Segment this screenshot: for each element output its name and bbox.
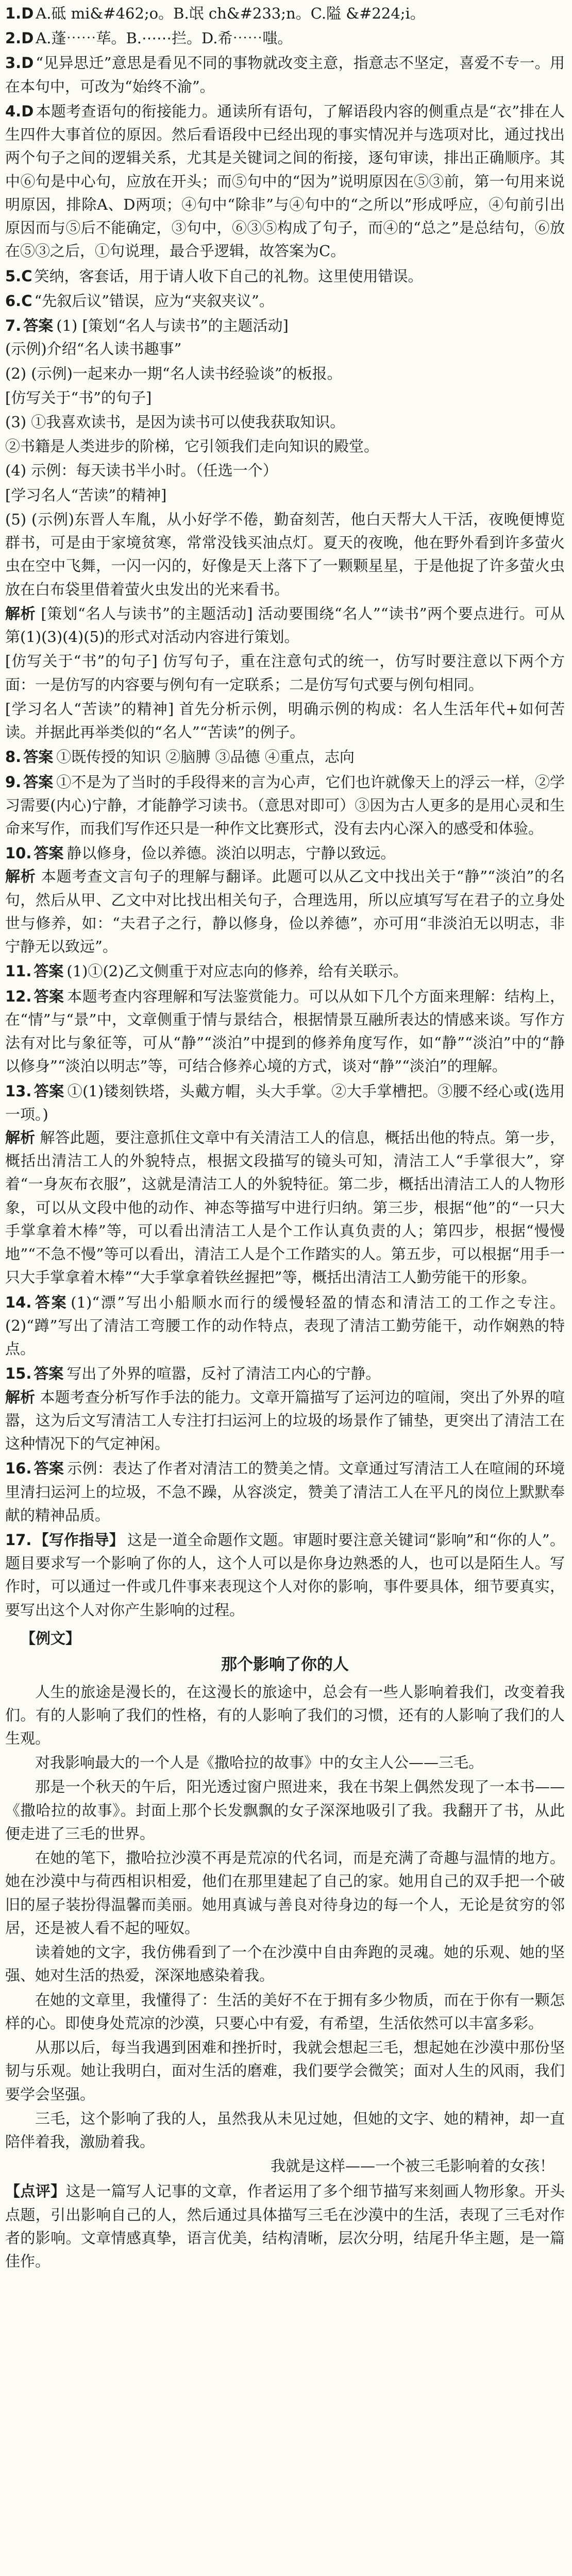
example-paragraph: 从那以后，每当我遇到困难和挫折时，我就会想起三毛，想起她在沙漠中那份坚韧与乐观。她让我明白，面对生活的磨难，我们要学会微笑；面对人生的风雨，我们要学会坚强。 (5, 2039, 565, 2103)
answer-text: (1)①(2)乙文侧重于对应志向的修养，给有关联示。 (66, 962, 408, 980)
comment-text: 这是一篇写人记事的文章，作者运用了多个细节描写来刻画人物形象。开头点题，引出影响自己的人，然后通过具体描写三毛在沙漠中的生活，表现了三毛对作者的影响。文章情感真挚，语言优美，结构清晰，层次分明，结尾升华主题，是一篇佳作。 (5, 2182, 565, 2270)
answer-line: (示例)介绍“名人读书趣事” (5, 340, 182, 358)
example-comment (5, 2180, 565, 2273)
example-paragraph: 读着她的文字，我仿佛看到了一个在沙漠中自由奔跑的灵魂。她的乐观、她的坚强、她对生活的热爱，深深地感染着我。 (5, 1943, 565, 1985)
analysis-text: [策划“名人与读书”的主题活动] 活动要围绕“名人”“读书”两个要点进行。可从第(1)(3)(4)(5)的形式对活动内容进行策划。 (5, 604, 565, 646)
answer-tag: 答案 (33, 844, 64, 862)
answer-10 (5, 842, 565, 958)
answer-line: (4) 示例：每天读书半小时。（任选一个） (5, 462, 278, 480)
answer-number: 16. (5, 1460, 32, 1478)
answer-tag: 答案 (23, 317, 54, 335)
answer-number: 4.D (5, 102, 34, 120)
answer-7 (5, 314, 565, 744)
analysis-text: 解答此题，要注意抓住文章中有关清洁工人的信息，概括出他的特点。第一步，概括出清洁工人的外貌特点，根据文段描写的镜头可知，清洁工人“手掌很大”，穿着“一身灰布衣服”，这就是清洁工人的外貌特征。第二步，概括出清洁工人的人物形象，可以从文段中他的动作、神态等描写中进行归纳。第三步，根据“他”的“一只大手掌拿着木棒”等，可以看出清洁工人是个工作认真负责的人；第四步，根据“慢慢地”“不急不慢”等可以看出，清洁工人是个工作踏实的人。第五步，可以根据“用手一只大手掌拿着木棒”“大手掌拿着铁丝握把”等，概括出清洁工人勤劳能干的形象。 (5, 1129, 565, 1286)
answer-number: 6.C (5, 292, 32, 310)
answer-number: 5.C (5, 267, 32, 285)
answer-text: 笑纳，客套话，用于请人收下自己的礼物。这里使用错误。 (34, 267, 423, 285)
example-paragraph: 三毛，这个影响了我的人，虽然我从未见过她，但她的文字、她的精神，却一直陪伴着我，激励着我。 (5, 2109, 565, 2150)
answer-6 (5, 290, 565, 313)
answer-line: (1) [策划“名人与读书”的主题活动] (56, 317, 289, 335)
writing-guide-tag: 【写作指导】 (33, 1531, 124, 1549)
answer-tag: 答案 (33, 962, 64, 980)
answer-number: 13. (5, 1082, 32, 1100)
answer-tag: 答案 (33, 1293, 68, 1311)
answer-text: “见异思迁”意思是看见不同的事物就改变主意，指意志不坚定，喜爱不专一。用在本句中，可改为“始终不渝”。 (5, 54, 565, 95)
analysis-label: 解析 (5, 868, 36, 886)
answer-number: 10. (5, 844, 32, 862)
answer-text: “先叙后议”错误，应为“夹叙夹议”。 (34, 292, 274, 310)
answer-text: 示例：表达了作者对清洁工的赞美之情。文章通过写清洁工人在喧闹的环境里清扫运河上的垃圾，不急不躁，从容淡定，赞美了清洁工人在平凡的岗位上默默奉献的精神品质。 (5, 1460, 565, 1524)
analysis-text: 本题考查分析写作手法的能力。文章开篇描写了运河边的喧闹，突出了外界的喧嚣，这为后文写清洁工人专注打扫运河上的垃圾的场景作了铺垫，更突出了清洁工在这种情况下的气定神闲。 (5, 1388, 565, 1453)
answer-17 (5, 1529, 565, 1622)
example-paragraph: 对我影响最大的一个人是《撒哈拉的故事》中的女主人公——三毛。 (35, 1754, 484, 1772)
example-label: 【例文】 (21, 1629, 81, 1647)
answer-number: 15. (5, 1365, 32, 1383)
answer-text: ①既传授的知识 ②脑膊 ③品德 ④重点，志向 (56, 748, 355, 766)
answer-line: (3) ①我喜欢读书，是因为读书可以使我获取知识。 (5, 413, 345, 431)
answer-number: 3.D (5, 54, 34, 72)
example-closing-line: 我就是这样——一个被三毛影响着的女孩！ (270, 2157, 554, 2175)
answer-11 (5, 960, 565, 983)
analysis-text: 本题考查文言句子的理解与翻译。此题可以从乙文中找出关于“静”“淡泊”的名句，然后从甲、乙文中对比找出相关句子，合理选用，所以应填写写在君子的立身处世与修养，如：“夫君子之行，静以修身，俭以养德”，亦可用“非淡泊无以明志，非宁静无以致远”。 (5, 868, 565, 956)
answer-tag: 答案 (33, 1082, 64, 1100)
analysis-label: 解析 (5, 1129, 36, 1147)
answer-number: 1.D (5, 5, 34, 22)
answer-number: 14. (5, 1293, 32, 1311)
answer-14 (5, 1291, 565, 1361)
answer-text: 静以修身，俭以养德。淡泊以明志，宁静以致远。 (66, 844, 396, 862)
answer-text: 本题考查内容理解和写法鉴赏能力。可以从如下几个方面来理解：结构上，在“情”与“景”中，文章侧重于情与景结合，根据情景互融所表达的情感来谈。写作方法有对比与象征等，可从“静”“淡泊”中提到的修养角度写作，如“静”“淡泊”中的“静以修身”“淡泊以明志”等，可结合修养心境的方式，谈对“静”“淡泊”的理解。 (5, 987, 565, 1075)
answer-tag: 答案 (33, 1460, 64, 1478)
answer-3 (5, 52, 565, 98)
answer-5 (5, 265, 565, 288)
analysis-label: 解析 (5, 1388, 36, 1406)
example-paragraph: 在她的笔下，撒哈拉沙漠不再是荒凉的代名词，而是充满了奇趣与温情的地方。她在沙漠中与荷西相识相爱，他们在那里建起了自己的家。她用自己的双手把一个破旧的屋子装扮得温馨而美丽。她用真诚与善良对待身边的每一个人，无论是贫穷的邻居，还是被人看不起的哑奴。 (5, 1849, 565, 1937)
answer-15 (5, 1362, 565, 1455)
answer-number: 17. (5, 1531, 32, 1549)
answer-tag: 答案 (23, 748, 54, 766)
answer-text: ①不是为了当时的手段得来的言为心声，它们也许就像天上的浮云一样，②学习需要(内心)宁静，才能静学习读书。（意思对即可）③因为古人更多的是用心灵和生命来写作，而我们写作还只是一种作文比赛形式，没有去内心深入的感受和体验。 (5, 773, 565, 837)
answer-tag: 答案 (33, 987, 64, 1005)
analysis-text: [仿写关于“书”的句子] 仿写句子，重在注意句式的统一，仿写时要注意以下两个方面：一是仿写的内容要与例句有一定联系；二是仿写句式要与例句相同。 (5, 652, 565, 693)
answer-text: A.砥 mi&#462;o。B.氓 ch&#233;n。C.隘 &#224;i。 (36, 5, 425, 22)
example-paragraph: 那是一个秋天的午后，阳光透过窗户照进来，我在书架上偶然发现了一本书——《撒哈拉的故事》。封面上那个长发飘飘的女子深深地吸引了我。我翻开了书，从此便走进了三毛的世界。 (5, 1778, 565, 1842)
example-paragraph: 在她的文章里，我懂得了：生活的美好不在于拥有多少物质，而在于你有一颗怎样的心。即使身处荒凉的沙漠，只要心中有爱，有希望，生活依然可以丰富多彩。 (5, 1991, 565, 2032)
analysis-text: [学习名人“苦读”的精神] 首先分析示例，明确示例的构成：名人生活年代+如何苦读。并据此再举类似的“名人”“苦读”的例子。 (5, 700, 565, 741)
answer-13 (5, 1080, 565, 1290)
answer-9 (5, 771, 565, 841)
example-paragraph: 人生的旅途是漫长的，在这漫长的旅途中，总会有一些人影响着我们，改变着我们。有的人影响了我们的性格，有的人影响了我们的习惯，还有的人影响了我们的人生观。 (5, 1683, 565, 1747)
answer-number: 7. (5, 317, 22, 335)
answer-16 (5, 1457, 565, 1527)
answer-number: 9. (5, 773, 22, 791)
example-essay (5, 1627, 565, 2273)
answer-line: [学习名人“苦读”的精神] (5, 486, 167, 504)
answer-number: 8. (5, 748, 22, 766)
answer-line: (5) (示例)东晋人车胤，从小好学不倦，勤奋刻苦，他白天帮大人干活，夜晚便博览群书，可是由于家境贫寒，常常没钱买油点灯。夏天的夜晚，他在野外看到许多萤火虫在空中飞舞，一闪一闪的，好像是天上落下了一颗颗星星，于是他捉了许多萤火虫放在白布袋里借着萤火虫发出的光来看书。 (5, 510, 565, 598)
answer-line: [仿写关于“书”的句子] (5, 388, 152, 406)
answer-number: 12. (5, 987, 32, 1005)
analysis-label: 解析 (5, 604, 36, 622)
answer-1 (5, 2, 565, 25)
answer-number: 11. (5, 962, 32, 980)
answer-12 (5, 985, 565, 1078)
answer-text: A.蓬⋯⋯荜。B.⋯⋯拦。D.希⋯⋯嗤。 (36, 29, 293, 47)
answer-text: 这是一道全命题作文题。审题时要注意关键词“影响”和“你的人”。题目要求写一个影响了你的人，这个人可以是你身边熟悉的人，也可以是陌生人。写作时，可以通过一件或几件事来表现这个人对你的影响，事件要具体，细节要真实，要写出这个人对你产生影响的过程。 (5, 1531, 565, 1619)
answer-4 (5, 100, 565, 263)
answer-tag: 答案 (23, 773, 54, 791)
example-title: 那个影响了你的人 (221, 1655, 349, 1674)
answer-text: (1)“漂”写出小船顺水而行的缓慢轻盈的情态和清洁工的工作之专注。(2)“蹲”写出了清洁工弯腰工作的动作特点，表现了清洁工勤劳能干，动作娴熟的特点。 (5, 1293, 565, 1358)
answer-number: 2.D (5, 29, 34, 47)
answer-tag: 答案 (33, 1365, 64, 1383)
answer-8 (5, 745, 565, 769)
answer-line: ②书籍是人类进步的阶梯，它引领我们走向知识的殿堂。 (5, 437, 379, 455)
answer-text: 写出了外界的喧嚣，反衬了清洁工内心的宁静。 (66, 1365, 381, 1383)
answer-line: (2) (示例)一起来办一期“名人读书经验谈”的板报。 (5, 364, 342, 382)
comment-label: 【点评】 (5, 2182, 66, 2200)
answer-text: 本题考查语句的衔接能力。通读所有语句，了解语段内容的侧重点是“衣”排在人生四件大事首位的原因。然后看语段中已经出现的事实情况并与选项对比，通过找出两个句子之间的逻辑关系，尤其是关键词之间的衔接，逐句审读，排出正确顺序。其中⑥句是中心句，应放在开头；而⑤句中的“因为”说明原因在⑤③前，第一句用来说明原因，排除A、D两项；④句中“除非”与④句中的“之所以”形成呼应，④句前引出原因而与⑤后不能确定，③句中，⑥③⑤构成了句子，而④的“总之”是总结句，⑥放在⑤③之后，①句说理，最合乎逻辑，故答案为C。 (5, 102, 565, 260)
answer-2 (5, 27, 565, 50)
answer-text: ①(1)镂刻铁塔，头戴方帽，头大手掌。②大手掌槽把。③腰不经心或(选用一项。) (5, 1082, 565, 1123)
